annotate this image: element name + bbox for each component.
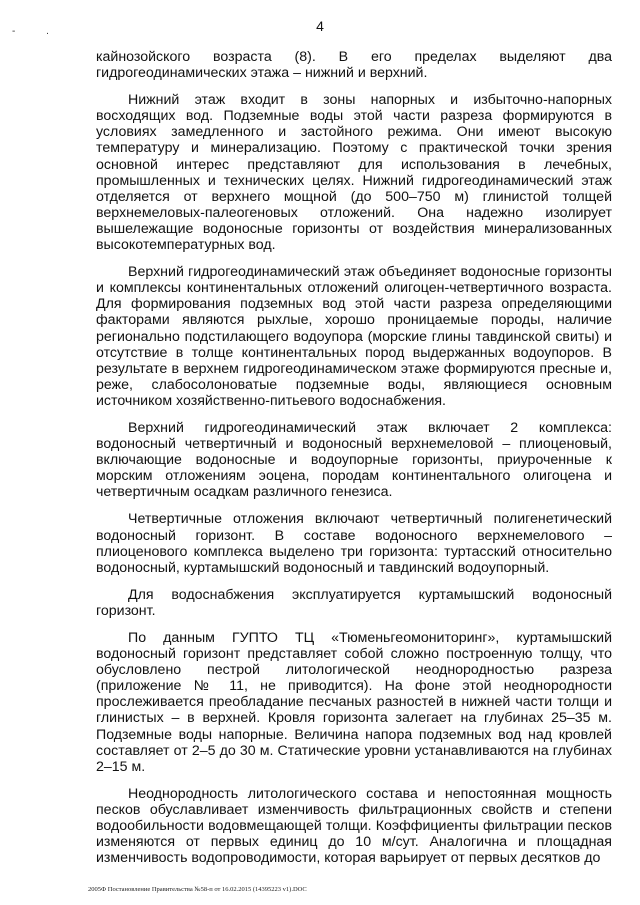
paragraph-8: Неоднородность литологического состава и непостоянная мощность песков обуславливает изменчивость фильтрационных свойств и степени водообильности водовмещающей толщи. Коэффициенты фильтрации песков изменяются от первых единиц до 10 м/сут. Аналогична и площадная изменчивость водопроводимости, которая варьирует от первых десятков до [96,785,612,867]
paragraph-1: кайнозойского возраста (8). В его пределах выделяют два гидрогеодинамических этажа – нижний и верхний. [96,49,612,82]
corner-marks: - . [12,26,63,37]
footer-filename: 2005Ф Постановление Правительства №58-п от 16.02.2015 (14395223 v1).DOC [88,886,307,893]
paragraph-2: Нижний этаж входит в зоны напорных и избыточно-напорных восходящих вод. Подземные воды этой части разреза формируются в условиях замедленного и застойного режима. Они имеют высокую температуру и минерализацию. Поэтому с практической точки зрения основной интерес представляют для использования в лечебных, промышленных и технических целях. Нижний гидрогеодинамический этаж отделяется от верхнего мощной (до 500–750 м) глинистой толщей верхнемеловых-палеогеновых отложений. Она надежно изолирует вышележащие водоносные горизонты от воздействия минерализованных высокотемпературных вод. [96,92,612,254]
paragraph-3: Верхний гидрогеодинамический этаж объединяет водоносные горизонты и комплексы континентальных отложений олигоцен-четвертичного возраста. Для формирования подземных вод этой части разреза определяющими факторами являются рыхлые, хорошо проницаемые породы, наличие регионально подстилающего водоупора (морские глины тавдинской свиты) и отсутствие в толще континентальных пород выдержанных водоупоров. В результате в верхнем гидрогеодинамическом этаже формируются пресные и, реже, слабосолоноватые подземные воды, являющиеся основным источником хозяйственно-питьевого водоснабжения. [96,264,612,409]
paragraph-6: Для водоснабжения эксплуатируется куртамышский водоносный горизонт. [96,586,612,619]
document-body [96,49,612,877]
page-number: 4 [316,18,324,34]
paragraph-7: По данным ГУПТО ТЦ «Тюменьгеомониторинг», куртамышский водоносный горизонт представляет собой сложно построенную толщу, что обусловлено пестрой литологической неоднородностью разреза (приложение № 11, не приводится). На фоне этой неоднородности прослеживается преобладание песчаных разностей в нижней части толщи и глинистых – в верхней. Кровля горизонта залегает на глубинах 25–35 м. Подземные воды напорные. Величина напора подземных вод над кровлей составляет от 2–5 до 30 м. Статические уровни устанавливаются на глубинах 2–15 м. [96,630,612,775]
paragraph-5: Четвертичные отложения включают четвертичный полигенетический водоносный горизонт. В составе водоносного верхнемелового – плиоценового комплекса выделено три горизонта: туртасский относительно водоносный, куртамышский водоносный и тавдинский водоупорный. [96,511,612,576]
paragraph-4: Верхний гидрогеодинамический этаж включает 2 комплекса: водоносный четвертичный и водоносный верхнемеловой – плиоценовый, включающие водоносные и водоупорные горизонты, приуроченные к морским отложениям эоцена, породам континентального олигоцена и четвертичным осадкам различного генезиса. [96,419,612,501]
